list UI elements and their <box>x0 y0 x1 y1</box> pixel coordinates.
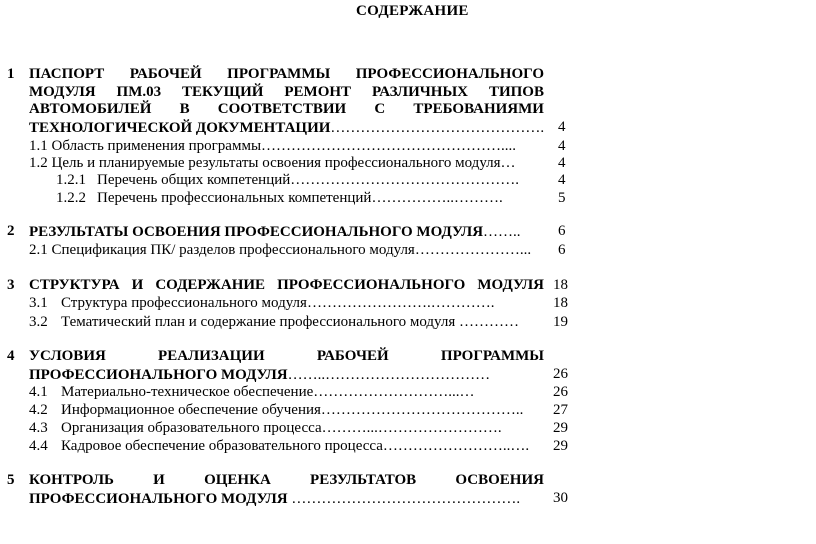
toc-entry-4-4-page: 29 <box>553 438 568 454</box>
toc-entry-3-2-number: 3.2 <box>29 314 48 330</box>
toc-entry-1-2-1 <box>97 172 519 189</box>
section-1-title-line-2 <box>29 84 544 101</box>
word: АВТОМОБИЛЕЙ <box>29 101 152 117</box>
word: ПРОГРАММЫ <box>227 66 331 82</box>
toc-entry-4-3-number: 4.3 <box>29 420 48 436</box>
toc-entry-3-2-page: 19 <box>553 314 568 330</box>
leader-dots: … <box>500 155 516 171</box>
toc-entry-1-2-page: 4 <box>558 155 566 171</box>
leader-dots: ……………………..…. <box>382 438 530 454</box>
entry-text: 1.2 Цель и планируемые результаты освоения профессионального модуля <box>29 155 501 171</box>
word: ТЕКУЩИЙ <box>182 84 264 100</box>
section-2-title: РЕЗУЛЬТАТЫ ОСВОЕНИЯ ПРОФЕССИОНАЛЬНОГО МОДУЛЯ <box>29 224 484 240</box>
toc-entry-4-3 <box>61 420 502 437</box>
toc-entry-1-2-1-number: 1.2.1 <box>56 172 86 188</box>
word: ПМ.03 <box>116 84 162 100</box>
word: РАБОЧЕЙ <box>129 66 202 82</box>
word: ПРОФЕССИОНАЛЬНОГО <box>355 66 544 82</box>
toc-entry-4-2 <box>61 402 523 419</box>
section-5-title-line-1 <box>29 472 544 489</box>
word: ТРЕБОВАНИЯМИ <box>413 101 544 117</box>
section-3-number: 3 <box>7 277 15 293</box>
section-1-title-line-3 <box>29 101 544 118</box>
section-4-page: 26 <box>553 366 568 382</box>
toc-entry-3-1-page: 18 <box>553 295 568 311</box>
page-title: СОДЕРЖАНИЕ <box>356 3 469 19</box>
section-1-title-last: ТЕХНОЛОГИЧЕСКОЙ ДОКУМЕНТАЦИИ <box>29 120 331 136</box>
entry-text: Организация образовательного процесса <box>61 420 322 436</box>
toc-entry-1-2 <box>29 155 516 172</box>
toc-entry-1-2-2 <box>97 190 503 207</box>
section-5-page: 30 <box>553 490 568 506</box>
word: В <box>179 101 190 117</box>
word: ПАСПОРТ <box>29 66 105 82</box>
section-3-title: СТРУКТУРА И СОДЕРЖАНИЕ ПРОФЕССИОНАЛЬНОГО МОДУЛЯ <box>29 277 544 293</box>
section-2-number: 2 <box>7 223 15 239</box>
toc-entry-3-1-number: 3.1 <box>29 295 48 311</box>
toc-entry-2-1 <box>29 242 531 259</box>
leader-dots: …………………….…………. <box>306 295 495 311</box>
entry-text: Перечень общих компетенций <box>97 172 291 188</box>
leader-dots: …………………... <box>414 242 532 258</box>
toc-entry-4-2-page: 27 <box>553 402 568 418</box>
section-1-page: 4 <box>558 119 566 135</box>
section-1-title-line-4 <box>29 119 544 137</box>
section-1-number: 1 <box>7 66 15 82</box>
word: УСЛОВИЯ <box>29 348 106 364</box>
leader-dots: ………………………………………….... <box>261 138 517 154</box>
section-5-title-last: ПРОФЕССИОНАЛЬНОГО МОДУЛЯ <box>29 491 288 507</box>
entry-text: 1.1 Область применения программы <box>29 138 262 154</box>
word: СООТВЕТСТВИИ <box>217 101 347 117</box>
word: ОСВОЕНИЯ <box>455 472 544 488</box>
toc-entry-1-2-2-number: 1.2.2 <box>56 190 86 206</box>
word: ПРОГРАММЫ <box>440 348 544 364</box>
word: МОДУЛЯ <box>29 84 96 100</box>
leader-dots: ………...……………………. <box>321 420 502 436</box>
word: РЕЗУЛЬТАТОВ <box>310 472 417 488</box>
section-2-page: 6 <box>558 223 566 239</box>
leader-dots: ………………………………………. <box>290 172 520 188</box>
toc-entry-3-2 <box>61 314 519 331</box>
toc-entry-4-1-number: 4.1 <box>29 384 48 400</box>
toc-entry-4-3-page: 29 <box>553 420 568 436</box>
leader-dots: ……………………………………. <box>330 120 545 136</box>
leader-dots: ………………………………….. <box>320 402 524 418</box>
section-4-number: 4 <box>7 348 15 364</box>
word: РЕАЛИЗАЦИИ <box>158 348 265 364</box>
leader-dots: ………… <box>459 314 520 330</box>
leader-dots: ……..…………………………… <box>287 367 491 383</box>
toc-entry-1-2-1-page: 4 <box>558 172 566 188</box>
toc-entry-1-1 <box>29 138 516 155</box>
toc-entry-4-4-number: 4.4 <box>29 438 48 454</box>
toc-entry-3-1 <box>61 295 494 312</box>
word: ОЦЕНКА <box>204 472 271 488</box>
entry-text: Перечень профессиональных компетенций <box>97 190 372 206</box>
toc-entry-4-4 <box>61 438 529 455</box>
toc-entry-2-1-page: 6 <box>558 242 566 258</box>
word: РАБОЧЕЙ <box>316 348 389 364</box>
section-4-title-line-1 <box>29 348 544 365</box>
leader-dots: ………………………...… <box>313 384 475 400</box>
section-4-title-last: ПРОФЕССИОНАЛЬНОГО МОДУЛЯ <box>29 367 288 383</box>
section-2-title-line <box>29 223 521 241</box>
word: И <box>153 472 165 488</box>
section-5-number: 5 <box>7 472 15 488</box>
entry-text: 2.1 Спецификация ПК/ разделов профессионального модуля <box>29 242 415 258</box>
word: ТИПОВ <box>488 84 544 100</box>
section-5-title-line-2 <box>29 490 520 508</box>
toc-entry-1-1-page: 4 <box>558 138 566 154</box>
leader-dots: …….. <box>483 224 521 240</box>
toc-entry-4-1-page: 26 <box>553 384 568 400</box>
entry-text: Кадровое обеспечение образовательного процесса <box>61 438 383 454</box>
section-4-title-line-2 <box>29 366 490 384</box>
word: РЕМОНТ <box>284 84 352 100</box>
word: С <box>374 101 386 117</box>
entry-text: Структура профессионального модуля <box>61 295 307 311</box>
leader-dots: ………………………………………. <box>287 491 521 507</box>
section-3-page: 18 <box>553 277 568 293</box>
entry-text: Тематический план и содержание профессионального модуля <box>61 314 456 330</box>
entry-text: Информационное обеспечение обучения <box>61 402 321 418</box>
toc-entry-1-2-2-page: 5 <box>558 190 566 206</box>
section-1-title-line-1 <box>29 66 544 83</box>
word: РАЗЛИЧНЫХ <box>371 84 469 100</box>
entry-text: Материально-техническое обеспечение <box>61 384 314 400</box>
toc-entry-4-1 <box>61 384 475 401</box>
toc-entry-4-2-number: 4.2 <box>29 402 48 418</box>
leader-dots: ……………..………. <box>371 190 503 206</box>
word: КОНТРОЛЬ <box>29 472 114 488</box>
